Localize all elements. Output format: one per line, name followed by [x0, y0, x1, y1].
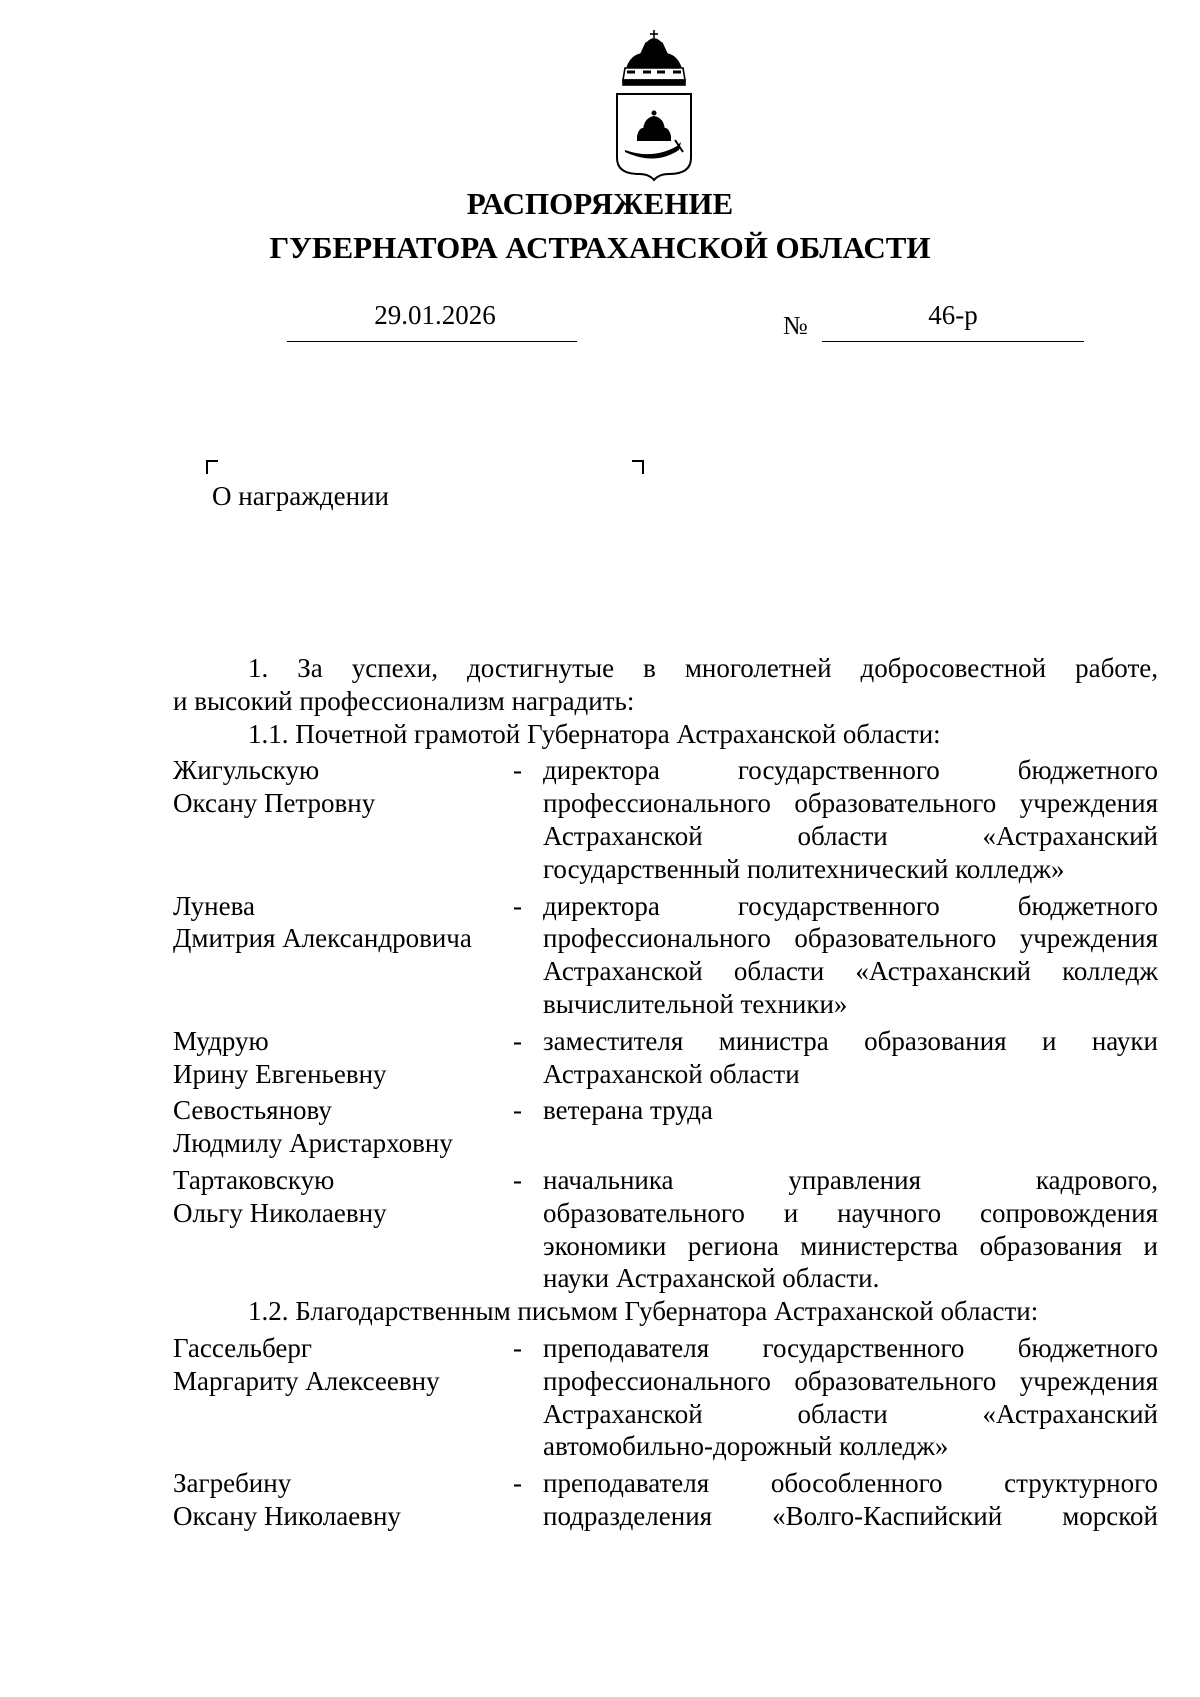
awardee-position: начальника управления кадрового, образовательного и научного сопровождения экономики региона министерства образования и науки Астраханской области. [543, 1164, 1158, 1294]
document-body [173, 652, 1158, 1533]
dash-separator: - [513, 1468, 522, 1499]
awardee-name: Лунева Дмитрия Александровича [173, 890, 472, 954]
awardee-name: Жигульскую Оксану Петровну [173, 755, 376, 819]
award-entry [173, 1025, 1158, 1091]
award-entry [173, 1467, 1158, 1533]
section-1-heading: 1.1. Почетной грамотой Губернатора Астраханской области: [248, 718, 941, 749]
award-entry [173, 1164, 1158, 1295]
coat-of-arms-icon [613, 28, 695, 182]
section-2-heading: 1.2. Благодарственным письмом Губернатора Астраханской области: [248, 1296, 1039, 1327]
document-number: 46-р [928, 300, 978, 330]
awardee-position: преподавателя обособленного структурного подразделения «Волго-Каспийский морской [543, 1468, 1158, 1531]
awardee-name: Севостьянову Людмилу Аристарховну [173, 1095, 453, 1159]
awardee-position: ветерана труда [543, 1095, 713, 1126]
award-entry [173, 1332, 1158, 1463]
awardee-name: Мудрую Ирину Евгеньевну [173, 1025, 387, 1089]
awardee-position: директора государственного бюджетного профессионального образовательного учреждения Астраханской области «Астраханский государственный политехнический колледж» [543, 755, 1158, 884]
awardee-position: директора государственного бюджетного профессионального образовательного учреждения Астраханской области «Астраханский колледж вычислительной техники» [543, 890, 1158, 1019]
dash-separator: - [513, 1164, 522, 1195]
awardee-name: Гассельберг Маргариту Алексеевну [173, 1332, 440, 1396]
award-entry [173, 890, 1158, 1021]
document-subject: О награждении [212, 481, 389, 511]
dash-separator: - [513, 1095, 522, 1126]
award-entry [173, 1094, 1158, 1160]
corner-bracket-left-icon [206, 460, 218, 474]
corner-bracket-right-icon [632, 460, 644, 474]
paragraph-1-line-2: и высокий профессионализм наградить: [173, 685, 635, 716]
dash-separator: - [513, 1332, 522, 1363]
document-issuer: ГУБЕРНАТОРА АСТРАХАНСКОЙ ОБЛАСТИ [269, 230, 931, 265]
date-underline [287, 341, 577, 342]
paragraph-1-line-1: 1. За успехи, достигнутые в многолетней добросовестной работе, [248, 653, 1158, 683]
awardee-name: Загребину Оксану Николаевну [173, 1468, 401, 1531]
awardee-position: заместителя министра образования и науки Астраханской области [543, 1025, 1158, 1089]
dash-separator: - [513, 890, 522, 921]
document-title: РАСПОРЯЖЕНИЕ [466, 186, 734, 221]
dash-separator: - [513, 755, 522, 786]
award-entry [173, 754, 1158, 885]
number-underline [822, 341, 1084, 342]
document-date: 29.01.2026 [374, 300, 496, 330]
awardee-name: Тартаковскую Ольгу Николаевну [173, 1164, 387, 1228]
awardee-position: преподавателя государственного бюджетного профессионального образовательного учреждения Астраханской области «Астраханский автомобильно-дорожный колледж» [543, 1332, 1158, 1462]
dash-separator: - [513, 1025, 522, 1056]
number-sign: № [783, 311, 808, 340]
